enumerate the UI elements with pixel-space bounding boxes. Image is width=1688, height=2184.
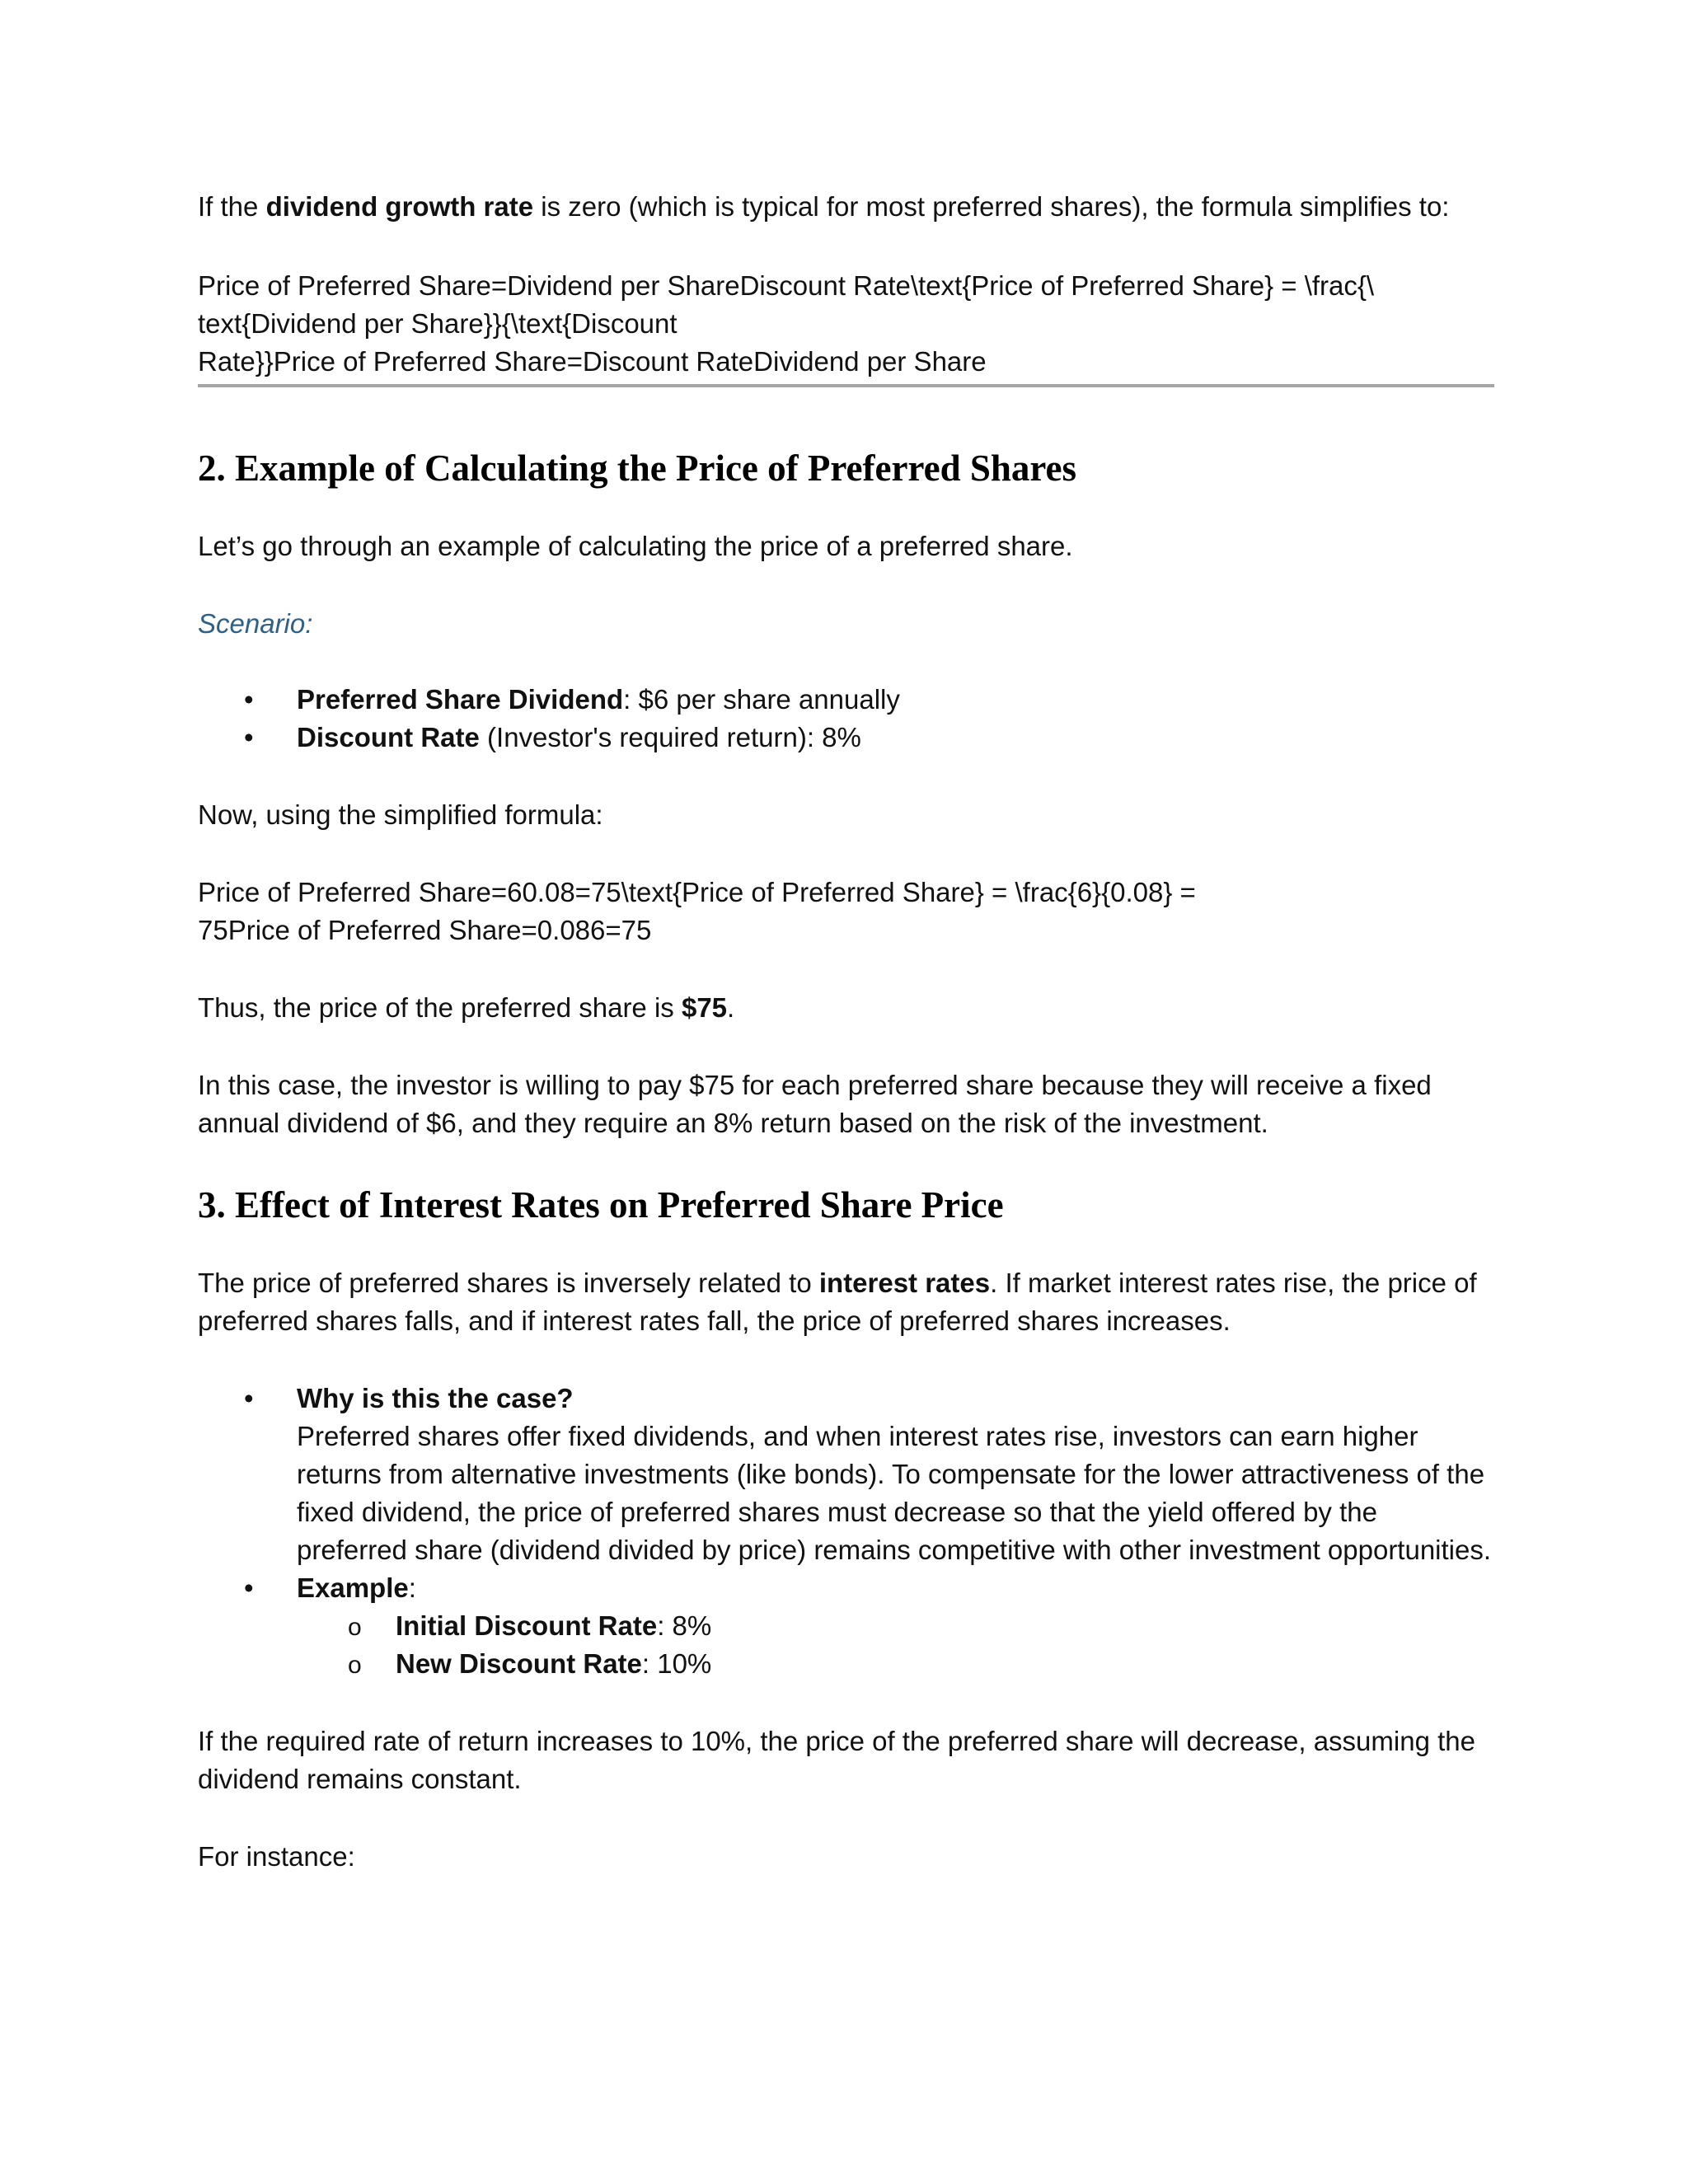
bullet-icon: • (244, 1383, 254, 1413)
example-label: Example (297, 1572, 409, 1603)
thus-text-end: . (727, 992, 735, 1023)
intro-bold-term: dividend growth rate (265, 191, 534, 222)
section-3-paragraph-3: For instance: (198, 1841, 355, 1872)
circle-bullet-icon: o (348, 1652, 362, 1679)
example-sub-list (297, 1607, 1494, 1683)
formula-line-3: Rate}}Price of Preferred Share=Discount RateDividend per Share (198, 346, 987, 377)
list-item (244, 719, 1494, 757)
section-2-intro: Let’s go through an example of calculating the price of a preferred share. (198, 531, 1073, 561)
why-text: Preferred shares offer fixed dividends, and when interest rates rise, investors can earn higher returns from alternative investments (like bonds). To compensate for the lower attractiveness of the fixed dividend, the price of preferred shares must decrease so that the yield offered by the preferred share (dividend divided by price) remains competitive with other investment opportunities. (297, 1421, 1492, 1565)
bullet-icon: • (244, 1572, 254, 1603)
horizontal-divider (198, 384, 1494, 387)
bullet-term: Preferred Share Dividend (297, 684, 624, 715)
bullet-text: : $6 per share annually (623, 684, 900, 715)
p1-bold-term: interest rates (818, 1268, 991, 1298)
sub-bullet-term: Initial Discount Rate (396, 1610, 658, 1641)
list-item (244, 681, 1494, 719)
sub-bullet-term: New Discount Rate (396, 1648, 642, 1679)
why-heading: Why is this the case? (297, 1383, 574, 1413)
price-result: $75 (681, 992, 728, 1023)
section-3-heading: 3. Effect of Interest Rates on Preferred Share Price (198, 1184, 1004, 1226)
section-3-paragraph-1 (198, 1264, 1494, 1340)
scenario-bullet-list (198, 681, 1494, 757)
bullet-icon: • (244, 684, 254, 715)
intro-text-end: is zero (which is typical for most preferred shares), the formula simplifies to: (533, 191, 1450, 222)
formula-simplified (198, 267, 1494, 381)
sub-bullet-text: : 10% (641, 1648, 712, 1679)
bullet-text: (Investor's required return): 8% (479, 722, 861, 752)
circle-bullet-icon: o (348, 1614, 362, 1641)
section-3-bullet-list (198, 1380, 1494, 1683)
thus-paragraph (198, 989, 1494, 1027)
list-item (244, 1569, 1494, 1683)
section-3-paragraph-2: If the required rate of return increases to 10%, the price of the preferred share will decrease, assuming the dividend remains constant. (198, 1726, 1475, 1794)
thus-text: Thus, the price of the preferred share is (198, 992, 682, 1023)
list-item (348, 1607, 1494, 1645)
intro-paragraph (198, 188, 1494, 226)
scenario-label: Scenario: (198, 608, 313, 639)
case-paragraph: In this case, the investor is willing to pay $75 for each preferred share because they will receive a fixed annual dividend of $6, and they require an 8% return based on the risk of the investment. (198, 1070, 1432, 1138)
now-paragraph: Now, using the simplified formula: (198, 799, 603, 830)
bullet-icon: • (244, 722, 254, 752)
p1-text: The price of preferred shares is inversely related to (198, 1268, 819, 1298)
formula-example (198, 874, 1494, 949)
example-colon: : (408, 1572, 416, 1603)
bullet-term: Discount Rate (297, 722, 480, 752)
list-item (348, 1645, 1494, 1683)
formula-line-1: Price of Preferred Share=Dividend per ShareDiscount Rate\text{Price of Preferred Share} = \frac{\ (198, 270, 1375, 301)
formula-example-line-1: Price of Preferred Share=60.08=75\text{Price of Preferred Share} = \frac{6}{0.08} = (198, 877, 1196, 907)
p1-text-end: . If market interest rates rise, the price of preferred shares falls, and if interest rates fall, the price of preferred shares increases. (198, 1268, 1477, 1336)
list-item (244, 1380, 1494, 1569)
section-2-heading: 2. Example of Calculating the Price of Preferred Shares (198, 448, 1077, 489)
formula-example-line-2: 75Price of Preferred Share=0.086=75 (198, 915, 652, 945)
sub-bullet-text: : 8% (657, 1610, 712, 1641)
intro-text: If the (198, 191, 266, 222)
formula-line-2: text{Dividend per Share}}{\text{Discount (198, 308, 678, 339)
